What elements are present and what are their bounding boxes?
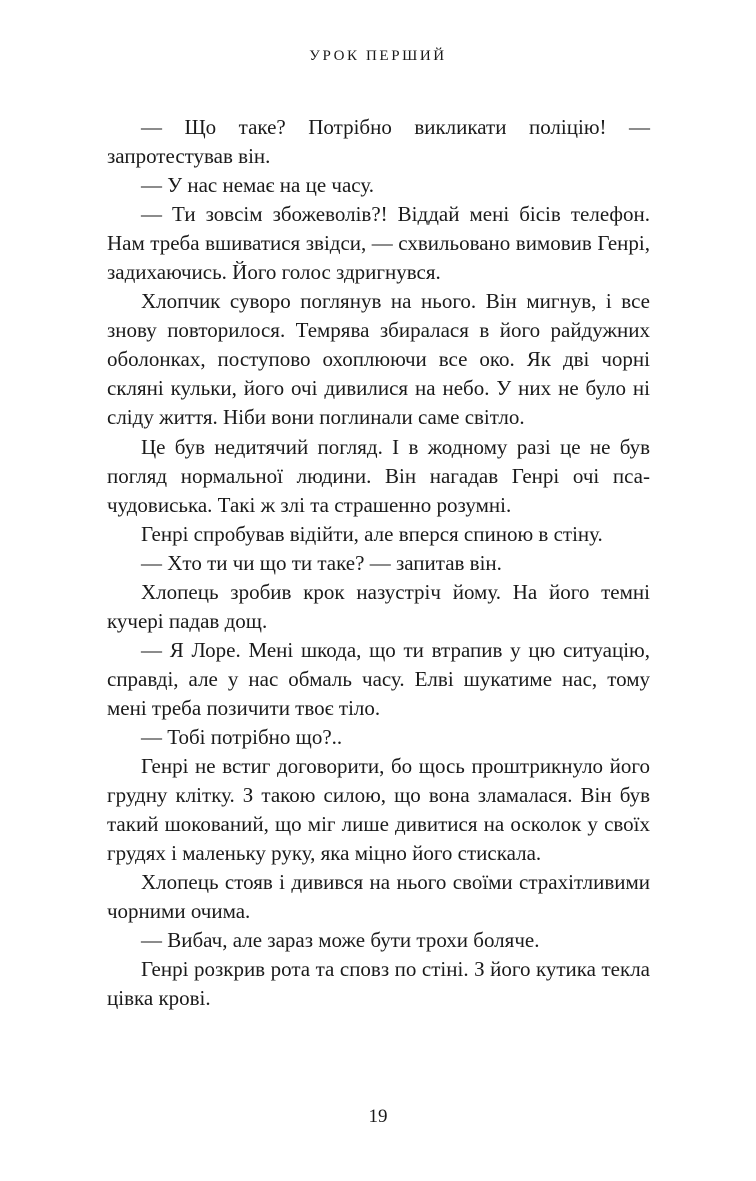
paragraph: — Я Лоре. Мені шкода, що ти втрапив у цю ситуацію, справді, але у нас обмаль часу. Елві шукатиме нас, тому мені треба позичити твоє тіло.	[107, 637, 650, 720]
paragraph: — Тобі потрібно що?..	[141, 724, 343, 749]
paragraph: Генрі розкрив рота та сповз по стіні. З його кутика текла цівка крові.	[107, 957, 650, 1011]
page-number: 19	[368, 1106, 388, 1127]
paragraph: — Ти зовсім збожеволів?! Віддай мені бісів телефон. Нам треба вшиватися звідси, — схвильовано вимовив Генрі, задихаючись. Його голос здригнувся.	[107, 202, 650, 285]
paragraph: Генрі не встиг договорити, бо щось проштрикнуло його грудну клітку. З такою силою, що вона зламалася. Він був такий шокований, що міг лише дивитися на осколок у своїх грудях і маленьку руку, яка міцно його стискала.	[107, 754, 650, 866]
body-text	[107, 113, 650, 1013]
paragraph: Хлопчик суворо поглянув на нього. Він мигнув, і все знову повторилося. Темрява збиралася в його райдужних оболонках, поступово охоплюючи все око. Як дві чорні скляні кульки, його очі дивилися на небо. У них не було ні сліду життя. Ніби вони поглинали саме світло.	[107, 289, 650, 430]
paragraph: Генрі спробував відійти, але вперся спиною в стіну.	[141, 521, 603, 546]
paragraph: Це був недитячий погляд. І в жодному разі це не був погляд нормальної людини. Він нагадав Генрі очі пса-чудовиська. Такі ж злі та страшенно розумні.	[107, 434, 650, 517]
paragraph: — Хто ти чи що ти таке? — запитав він.	[141, 550, 502, 575]
running-head: УРОК ПЕРШИЙ	[309, 48, 447, 64]
paragraph: Хлопець зробив крок назустріч йому. На його темні кучері падав дощ.	[107, 579, 650, 633]
paragraph: — Що таке? Потрібно викликати поліцію! — запротестував він.	[107, 115, 650, 169]
paragraph: — У нас немає на це часу.	[141, 173, 374, 198]
paragraph: — Вибач, але зараз може бути трохи боляче.	[141, 928, 540, 953]
paragraph: Хлопець стояв і дивився на нього своїми страхітливими чорними очима.	[107, 870, 650, 924]
